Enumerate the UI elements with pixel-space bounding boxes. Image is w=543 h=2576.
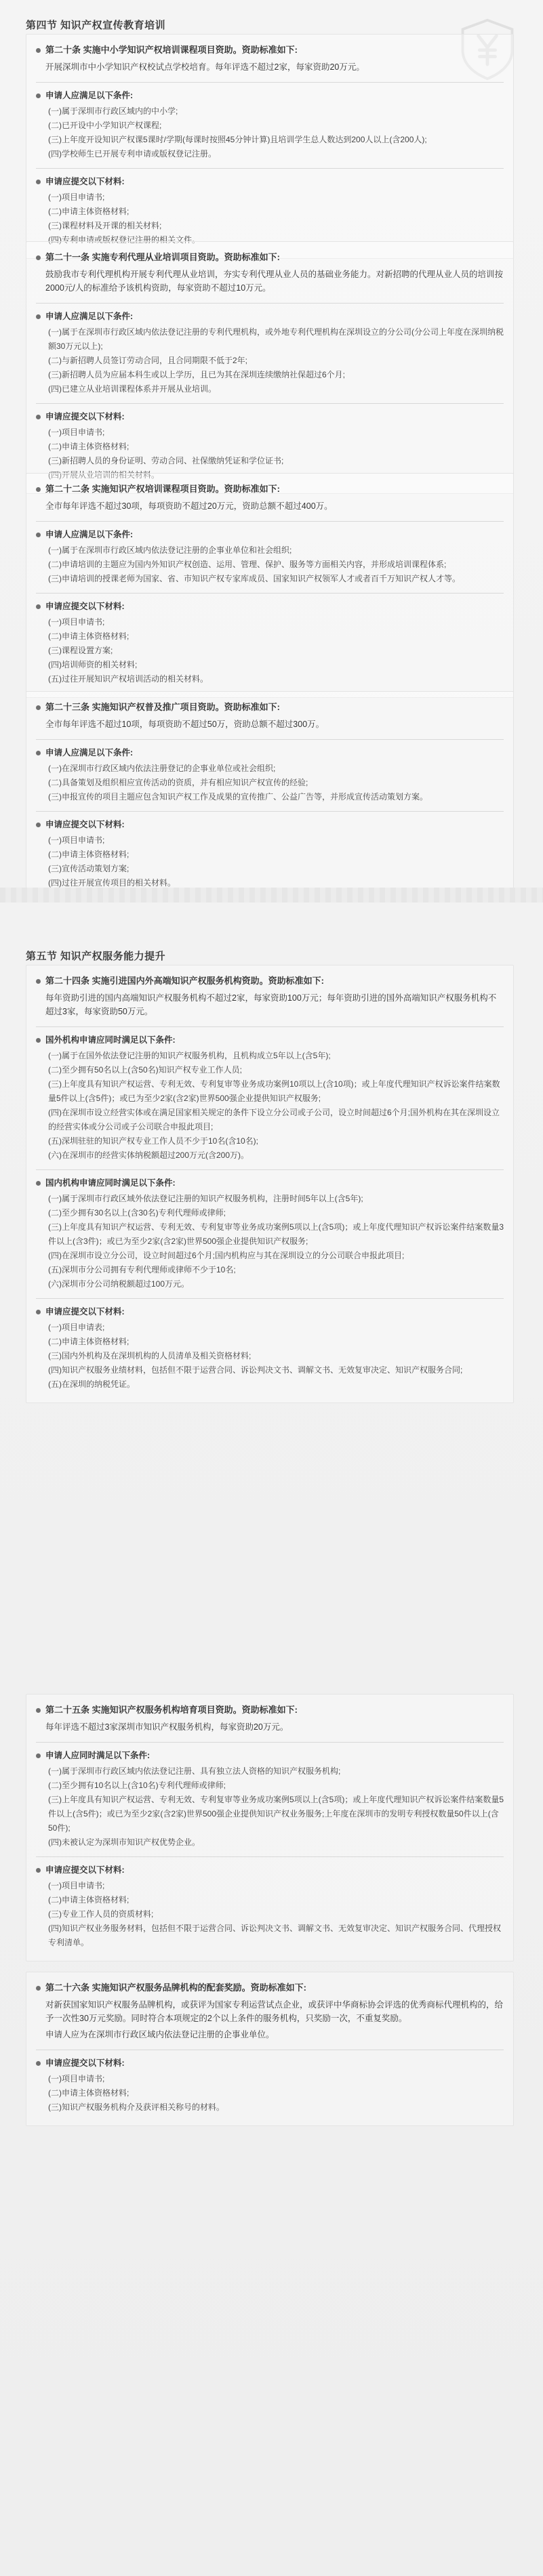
requirement-item: (四)已建立从业培训课程体系并开展从业培训。 — [48, 384, 216, 394]
article-card — [26, 34, 514, 259]
requirement-item: (三)上年度具有知识产权运营、专利无效、专利复审等业务成功案例5项以上(含5项)；或上年度代理知识产权诉讼案件结案数量5件以上(含5件)；或已为至少2家(含2家)世界500强企业提供知识产权业务服务;上年度在深圳市的发明专利授权数量50件以上(含50件); — [48, 1795, 504, 1833]
requirement-title-text: 申请人应同时满足以下条件: — [45, 1751, 150, 1760]
article-heading-text: 第二十二条 实施知识产权培训课程项目资助。资助标准如下: — [45, 484, 280, 494]
requirement-item: (二)至少拥有50名以上(含50名)知识产权专业工作人员; — [48, 1065, 243, 1075]
bullet-icon — [36, 604, 41, 609]
article-heading — [36, 1704, 504, 1716]
requirement-item: (三)上年度开设知识产权课5课时/学期(每课时按照45分钟计算)且培训学生总人数达到200人以上(含200人); — [48, 135, 427, 144]
requirement-item: (四)知识产权服务业绩材料，包括但不限于运营合同、诉讼判决文书、调解文书、无效复审决定、知识产权服务合同; — [48, 1365, 463, 1375]
requirement-title — [36, 818, 504, 831]
requirement-title-text: 申请应提交以下材料: — [45, 1307, 125, 1316]
requirement-item: (一)属于在国外依法登记注册的知识产权服务机构，且机构成立5年以上(含5年); — [48, 1051, 331, 1060]
requirement-title-text: 申请应提交以下材料: — [45, 412, 125, 421]
requirement-item: (一)项目申请书; — [48, 617, 105, 627]
requirement-title-text: 国外机构申请应同时满足以下条件: — [45, 1035, 176, 1045]
requirement-block — [36, 2050, 504, 2115]
requirement-block — [36, 1169, 504, 1291]
requirement-title-text: 申请人应满足以下条件: — [45, 530, 134, 539]
requirement-block — [36, 303, 504, 396]
requirement-title — [36, 411, 504, 423]
requirement-list — [48, 1321, 504, 1392]
requirement-title — [36, 1034, 504, 1046]
requirement-block — [36, 1298, 504, 1392]
article-heading-text: 第二十三条 实施知识产权普及推广项目资助。资助标准如下: — [45, 702, 280, 712]
article-heading — [36, 701, 504, 713]
article-intro: 开展深圳市中小学知识产权校试点学校培育。每年评选不超过2家，每家资助20万元。 — [45, 62, 365, 72]
requirement-list — [48, 543, 504, 586]
requirement-item: (二)申请主体资格材料; — [48, 850, 129, 859]
article-heading — [36, 251, 504, 264]
requirement-block — [36, 1026, 504, 1163]
bullet-icon — [36, 823, 41, 827]
requirement-title — [36, 310, 504, 323]
requirement-title — [36, 600, 504, 612]
requirement-item: (三)申报宣传的项目主题应包含知识产权工作及成果的宣传推广、公益广告等，并形成宣传活动策划方案。 — [48, 792, 428, 802]
requirement-block — [36, 403, 504, 482]
requirement-title-text: 申请人应满足以下条件: — [45, 748, 134, 757]
bullet-icon — [36, 415, 41, 419]
article-intro: 对新获国家知识产权服务品牌机构，或获评为国家专利运营试点企业，或获评中华商标协会评选的优秀商标代理机构的，给予一次性30万元奖励。同时符合本项规定的2个以上条件的服务机构，只奖励一次，不重复奖励。 — [45, 2000, 504, 2023]
requirement-item: (四)未被认定为深圳市知识产权优势企业。 — [48, 1837, 200, 1847]
bullet-icon — [36, 979, 41, 984]
bullet-icon — [36, 533, 41, 537]
requirement-item: (一)项目申请书; — [48, 835, 105, 845]
article-heading — [36, 975, 504, 987]
requirement-title-text: 国内机构申请应同时满足以下条件: — [45, 1178, 176, 1188]
bullet-icon — [36, 1310, 41, 1314]
requirement-block — [36, 739, 504, 804]
requirement-list — [48, 1764, 504, 1850]
requirement-item: (四)开展从业培训的相关材料。 — [48, 470, 159, 480]
article-intro: 每年资助引进的国内高端知识产权服务机构不超过2家，每家资助100万元；每年资助引进的国外高端知识产权服务机构不超过3家，每家资助50万元。 — [45, 993, 497, 1016]
requirement-list — [48, 2072, 504, 2115]
requirement-item: (二)与新招聘人员签订劳动合同，且合同期限不低于2年; — [48, 356, 248, 365]
requirement-item: (三)国内外机构及在深圳机构的人员清单及相关资格材料; — [48, 1351, 252, 1360]
requirement-title-text: 申请人应满足以下条件: — [45, 91, 134, 100]
requirement-item: (一)项目申请书; — [48, 428, 105, 437]
requirement-item: (五)深圳驻驻的知识产权专业工作人员不少于10名(含10名); — [48, 1136, 259, 1146]
requirement-block — [36, 1742, 504, 1850]
requirement-item: (一)项目申请表; — [48, 1323, 105, 1332]
requirement-item: (三)申请培训的授课老师为国家、省、市知识产权专家库成员、国家知识产权领军人才或者百千万知识产权人才等。 — [48, 574, 460, 583]
requirement-title — [36, 1749, 504, 1762]
bullet-icon — [36, 705, 41, 710]
bullet-icon — [36, 751, 41, 755]
requirement-title — [36, 1177, 504, 1189]
requirement-item: (一)属于深圳市行政区域内的中小学; — [48, 106, 178, 116]
article-heading-text: 第二十六条 实施知识产权服务品牌机构的配套奖励。资助标准如下: — [45, 1982, 306, 1993]
article-intro: 全市每年评选不超过10项，每项资助不超过50万，资助总额不超过300万。 — [45, 720, 325, 729]
requirement-list — [48, 104, 504, 161]
requirement-item: (六)深圳市分公司纳税额超过100万元。 — [48, 1279, 190, 1289]
article-intro-extra: 申请人应为在深圳市行政区域内依法登记注册的企事业单位。 — [45, 2030, 275, 2039]
requirement-item: (一)项目申请书; — [48, 2074, 105, 2083]
requirement-item: (五)深圳市分公司拥有专利代理师或律师不少于10名; — [48, 1265, 236, 1274]
requirement-item: (三)专业工作人员的资质材料; — [48, 1909, 154, 1919]
article-card — [26, 473, 514, 698]
requirement-item: (一)属于深圳市行政区域外依法登记注册的知识产权服务机构，注册时间5年以上(含5年); — [48, 1194, 363, 1203]
requirement-list — [48, 325, 504, 396]
requirement-item: (二)申请主体资格材料; — [48, 207, 129, 216]
requirement-block — [36, 811, 504, 890]
requirement-item: (四)培训师资的相关材料; — [48, 660, 138, 669]
requirement-title-text: 申请应提交以下材料: — [45, 820, 125, 829]
requirement-list — [48, 833, 504, 890]
requirement-item: (三)上年度具有知识产权运营、专利无效、专利复审等业务成功案例10项以上(含10项)；或上年度代理知识产权诉讼案件结案数量5件以上(含5件)；或已为至少2家(含2家)世界500强企业提供知识产权服务; — [48, 1079, 500, 1103]
requirement-item: (四)专利申请或版权登记注册的相关文件。 — [48, 235, 200, 245]
section-title: 第四节 知识产权宣传教育培训 — [26, 20, 166, 31]
requirement-item: (五)在深圳的纳税凭证。 — [48, 1379, 135, 1389]
requirement-title — [36, 747, 504, 759]
requirement-item: (一)属于深圳市行政区域内依法登记注册、具有独立法人资格的知识产权服务机构; — [48, 1766, 341, 1776]
requirement-block — [36, 1856, 504, 1950]
bullet-icon — [36, 1868, 41, 1873]
bullet-icon — [36, 1038, 41, 1043]
bullet-icon — [36, 48, 41, 53]
requirement-item: (一)项目申请书; — [48, 192, 105, 202]
bullet-icon — [36, 94, 41, 98]
bullet-icon — [36, 1986, 41, 1991]
requirement-title — [36, 1306, 504, 1318]
requirement-item: (二)申请主体资格材料; — [48, 2088, 129, 2098]
section-divider — [0, 888, 543, 902]
requirement-item: (三)新招聘人员为应届本科生或以上学历，且已为其在深圳连续缴纳社保超过6个月; — [48, 370, 346, 379]
requirement-item: (五)过往开展知识产权培训活动的相关材料。 — [48, 674, 208, 684]
bullet-icon — [36, 314, 41, 319]
bullet-icon — [36, 487, 41, 492]
requirement-list — [48, 762, 504, 804]
requirement-item: (二)具备策划及组织相应宣传活动的资质，并有相应知识产权宣传的经验; — [48, 778, 308, 787]
requirement-item: (四)在深圳市设立经营实体或在满足国家相关规定的条件下设立分公司或子公司，设立时间超过6个月;国外机构在其在深圳设立的经营实体或分公司或子公司联合申报此项目; — [48, 1108, 500, 1131]
bullet-icon — [36, 1181, 41, 1186]
requirement-title-text: 申请应提交以下材料: — [45, 2058, 125, 2068]
article-heading-text: 第二十五条 实施知识产权服务机构培育项目资助。资助标准如下: — [45, 1705, 298, 1715]
article-heading-text: 第二十四条 实施引进国内外高端知识产权服务机构资助。资助标准如下: — [45, 976, 324, 986]
requirement-item: (一)在深圳市行政区域内依法注册登记的企事业单位或社会组织; — [48, 764, 276, 773]
requirement-item: (二)申请主体资格材料; — [48, 1895, 129, 1905]
requirement-item: (三)上年度具有知识产权运营、专利无效、专利复审等业务成功案例5项以上(含5项)；或上年度代理知识产权诉讼案件结案数量3件以上(含3件)；或已为至少2家(含2家)世界500强企业提供知识产权服务; — [48, 1222, 504, 1246]
requirement-item: (四)知识产权业务服务材料，包括但不限于运营合同、诉讼判决文书、调解文书、无效复审决定、知识产权服务合同、代理授权专利清单。 — [48, 1924, 501, 1947]
article-card — [26, 1972, 514, 2126]
requirement-title — [36, 89, 504, 102]
bullet-icon — [36, 1708, 41, 1713]
requirement-item: (一)属于在深圳市行政区域内依法登记注册的专利代理机构，或外地专利代理机构在深圳设立的分公司(分公司上年度在深圳纳税额30万元以上); — [48, 327, 504, 351]
article-card — [26, 965, 514, 1403]
requirement-title — [36, 175, 504, 188]
requirement-block — [36, 593, 504, 686]
section-title: 第五节 知识产权服务能力提升 — [26, 951, 166, 962]
requirement-title-text: 申请应提交以下材料: — [45, 177, 125, 186]
article-heading-text: 第二十条 实施中小学知识产权培训课程项目资助。资助标准如下: — [45, 45, 298, 55]
requirement-title-text: 申请人应满足以下条件: — [45, 312, 134, 321]
requirement-item: (六)在深圳市的经营实体纳税额超过200万元(含200万)。 — [48, 1150, 249, 1160]
requirement-item: (二)申请主体资格材料; — [48, 631, 129, 641]
requirement-item: (三)宣传活动策划方案; — [48, 864, 129, 873]
requirement-item: (二)申请主体资格材料; — [48, 442, 129, 451]
requirement-item: (二)至少拥有10名以上(含10名)专利代理师或律师; — [48, 1781, 226, 1790]
requirement-list — [48, 1049, 504, 1163]
requirement-item: (三)新招聘人员的身份证明、劳动合同、社保缴纳凭证和学位证书; — [48, 456, 284, 465]
article-intro: 鼓励我市专利代理机构开展专利代理从业培训，夯实专利代理从业人员的基础业务能力。对新招聘的代理从业人员的培训按2000元/人的标准给予该机构资助，每家资助不超过10万元。 — [45, 270, 504, 293]
requirement-list — [48, 1192, 504, 1291]
article-heading — [36, 483, 504, 495]
requirement-item: (二)申请主体资格材料; — [48, 1337, 129, 1346]
requirement-title-text: 申请应提交以下材料: — [45, 1865, 125, 1875]
requirement-block — [36, 82, 504, 161]
requirement-item: (四)过往开展宣传项目的相关材料。 — [48, 878, 176, 888]
bullet-icon — [36, 180, 41, 184]
requirement-item: (二)已开设中小学知识产权课程; — [48, 121, 162, 130]
requirement-item: (二)至少拥有30名以上(含30名)专利代理师或律师; — [48, 1208, 226, 1218]
requirement-list — [48, 1879, 504, 1950]
requirement-title-text: 申请应提交以下材料: — [45, 602, 125, 611]
bullet-icon — [36, 255, 41, 260]
article-intro: 全市每年评选不超过30项，每项资助不超过20万元，资助总额不超过400万。 — [45, 501, 333, 511]
requirement-item: (一)属于在深圳市行政区域内依法登记注册的企事业单位和社会组织; — [48, 545, 292, 555]
requirement-item: (二)申请培训的主题应为国内外知识产权创造、运用、管理、保护、服务等方面相关内容，并形成培训课程体系; — [48, 560, 447, 569]
article-heading — [36, 44, 504, 56]
requirement-list — [48, 615, 504, 686]
article-card — [26, 241, 514, 494]
bullet-icon — [36, 1753, 41, 1758]
requirement-block — [36, 168, 504, 247]
requirement-item: (四)在深圳市设立分公司，设立时间超过6个月;国内机构应与其在深圳设立的分公司联合申报此项目; — [48, 1251, 405, 1260]
requirement-list — [48, 190, 504, 247]
requirement-item: (四)学校师生已开展专利申请或版权登记注册。 — [48, 149, 216, 159]
article-intro: 每年评选不超过3家深圳市知识产权服务机构，每家资助20万元。 — [45, 1722, 289, 1732]
bullet-icon — [36, 2061, 41, 2066]
article-heading — [36, 1982, 504, 1994]
requirement-item: (一)项目申请书; — [48, 1881, 105, 1890]
requirement-block — [36, 521, 504, 586]
requirement-item: (三)知识产权服务机构介及获评相关称号的材料。 — [48, 2102, 224, 2112]
requirement-title — [36, 1864, 504, 1876]
requirement-item: (三)课程设置方案; — [48, 646, 113, 655]
article-card — [26, 691, 514, 902]
requirement-title — [36, 528, 504, 541]
requirement-item: (三)课程材料及开课的相关材料; — [48, 221, 162, 230]
requirement-title — [36, 2057, 504, 2069]
article-card — [26, 1694, 514, 1961]
article-heading-text: 第二十一条 实施专利代理从业培训项目资助。资助标准如下: — [45, 252, 280, 262]
